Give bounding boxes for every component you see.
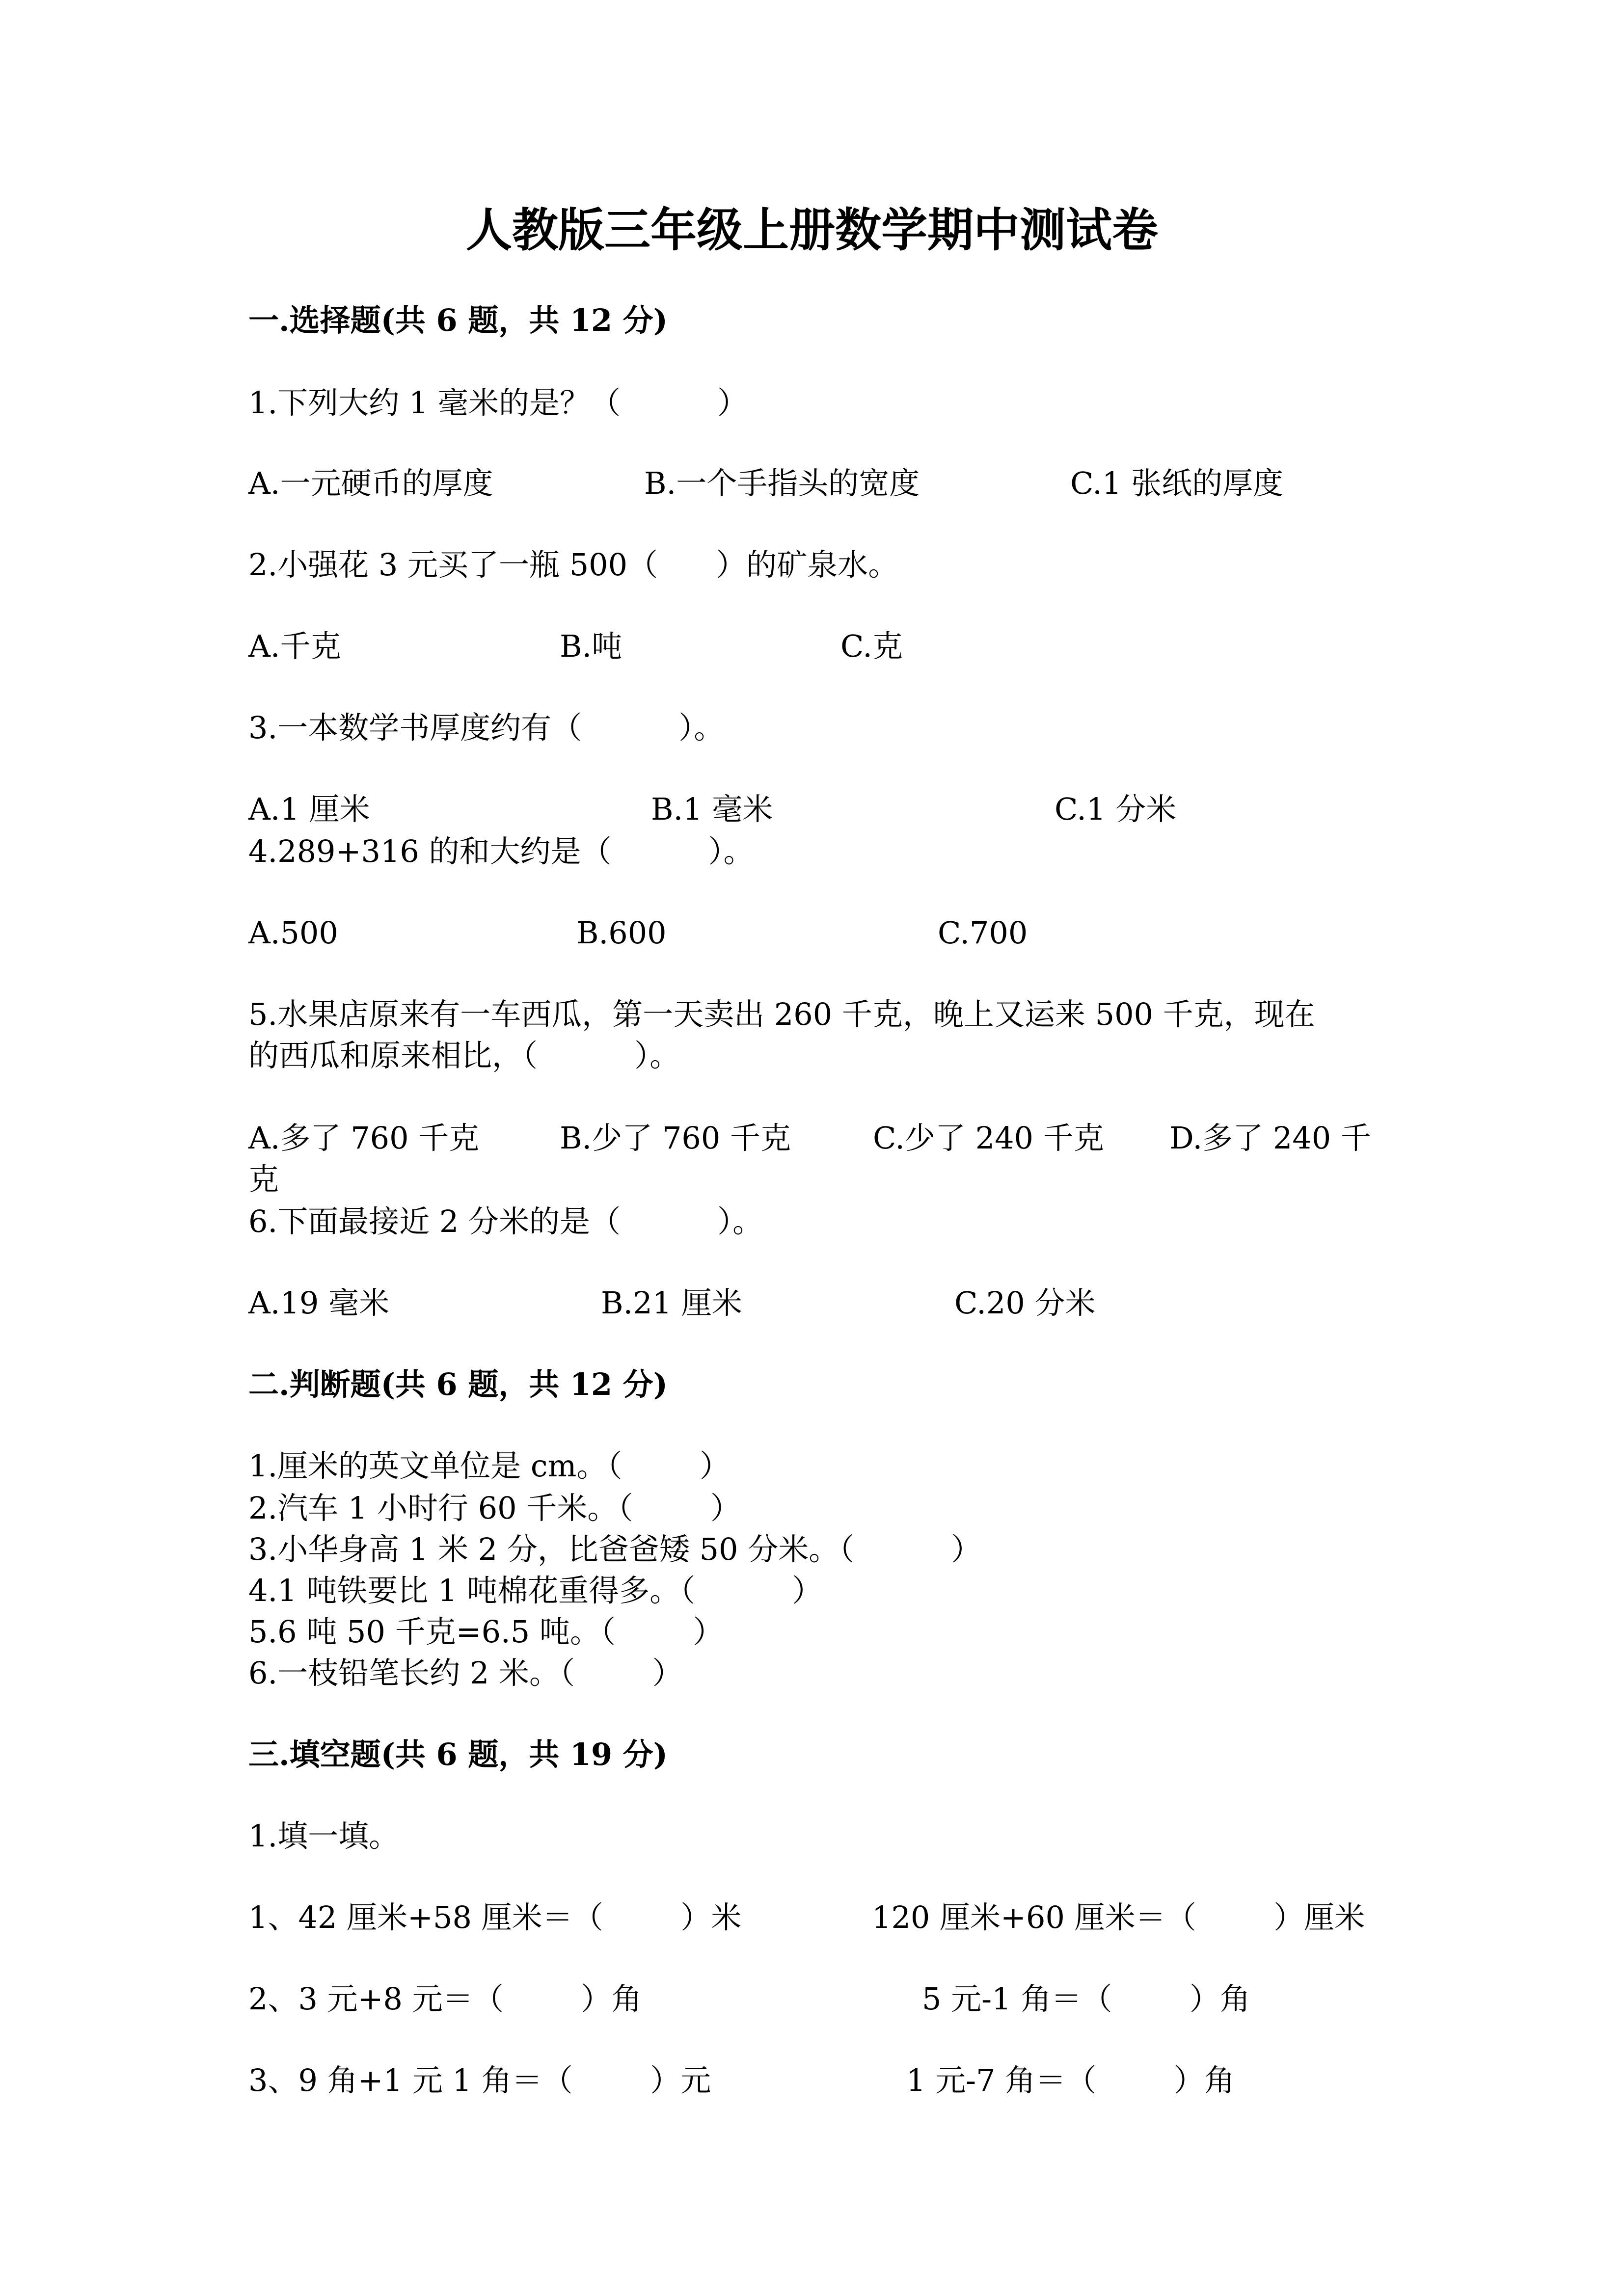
judge-item: 3.小华身高 1 米 2 分，比爸爸矮 50 分米。（ ） <box>248 1531 982 1567</box>
option-b: B.一个手指头的宽度 <box>644 465 920 501</box>
option-c: C.1 分米 <box>1055 791 1177 827</box>
fill-row-left: 2、3 元+8 元＝（ ）角 <box>248 1981 642 2017</box>
question-stem: 2.小强花 3 元买了一瓶 500（ ）的矿泉水。 <box>248 547 899 583</box>
option-c: C.20 分米 <box>954 1285 1096 1321</box>
question-stem: 6.下面最接近 2 分米的是（ ）。 <box>248 1203 763 1239</box>
question-stem: 4.289+316 的和大约是（ ）。 <box>248 833 754 869</box>
option-a: A.千克 <box>248 628 341 664</box>
option-b: B.600 <box>576 915 667 951</box>
section-heading-judge: 二.判断题(共 6 题，共 12 分) <box>248 1366 668 1402</box>
option-c: C.克 <box>840 628 903 664</box>
option-d: D.多了 240 千 <box>1169 1120 1371 1156</box>
judge-item: 6.一枝铅笔长约 2 米。（ ） <box>248 1655 683 1691</box>
question-stem: 3.一本数学书厚度约有（ ）。 <box>248 710 725 746</box>
option-a: A.500 <box>248 915 338 951</box>
fill-row-right: 5 元-1 角＝（ ）角 <box>922 1981 1250 2017</box>
judge-item: 1.厘米的英文单位是 cm。（ ） <box>248 1448 731 1484</box>
fill-row-left: 1、42 厘米+58 厘米＝（ ）米 <box>248 1899 742 1935</box>
question-stem: 1.填一填。 <box>248 1818 400 1854</box>
option-a: A.1 厘米 <box>248 791 370 827</box>
question-stem-continued: 的西瓜和原来相比，（ ）。 <box>248 1038 680 1073</box>
fill-row-right: 1 元-7 角＝（ ）角 <box>906 2062 1235 2098</box>
section-heading-fill: 三.填空题(共 6 题，共 19 分) <box>248 1736 668 1772</box>
fill-row-left: 3、9 角+1 元 1 角＝（ ）元 <box>248 2062 711 2098</box>
option-b: B.吨 <box>560 628 623 664</box>
option-a: A.19 毫米 <box>248 1285 390 1321</box>
fill-row-right: 120 厘米+60 厘米＝（ ）厘米 <box>872 1899 1365 1935</box>
question-stem: 5.水果店原来有一车西瓜，第一天卖出 260 千克，晚上又运来 500 千克，现在 <box>248 996 1315 1032</box>
option-b: B.少了 760 千克 <box>560 1120 791 1156</box>
option-b: B.21 厘米 <box>601 1285 742 1321</box>
exam-title: 人教版三年级上册数学期中测试卷 <box>465 203 1158 257</box>
option-c: C.少了 240 千克 <box>873 1120 1104 1156</box>
judge-item: 2.汽车 1 小时行 60 千米。（ ） <box>248 1490 741 1526</box>
option-a: A.一元硬币的厚度 <box>248 465 493 501</box>
option-d-wrap: 克 <box>248 1161 279 1197</box>
section-heading-choice: 一.选择题(共 6 题，共 12 分) <box>248 302 668 338</box>
option-c: C.700 <box>938 915 1028 951</box>
option-a: A.多了 760 千克 <box>248 1120 480 1156</box>
judge-item: 5.6 吨 50 千克=6.5 吨。（ ） <box>248 1614 724 1650</box>
judge-item: 4.1 吨铁要比 1 吨棉花重得多。（ ） <box>248 1573 823 1608</box>
option-c: C.1 张纸的厚度 <box>1070 465 1284 501</box>
question-stem: 1.下列大约 1 毫米的是？（ ） <box>248 385 748 421</box>
option-b: B.1 毫米 <box>651 791 773 827</box>
